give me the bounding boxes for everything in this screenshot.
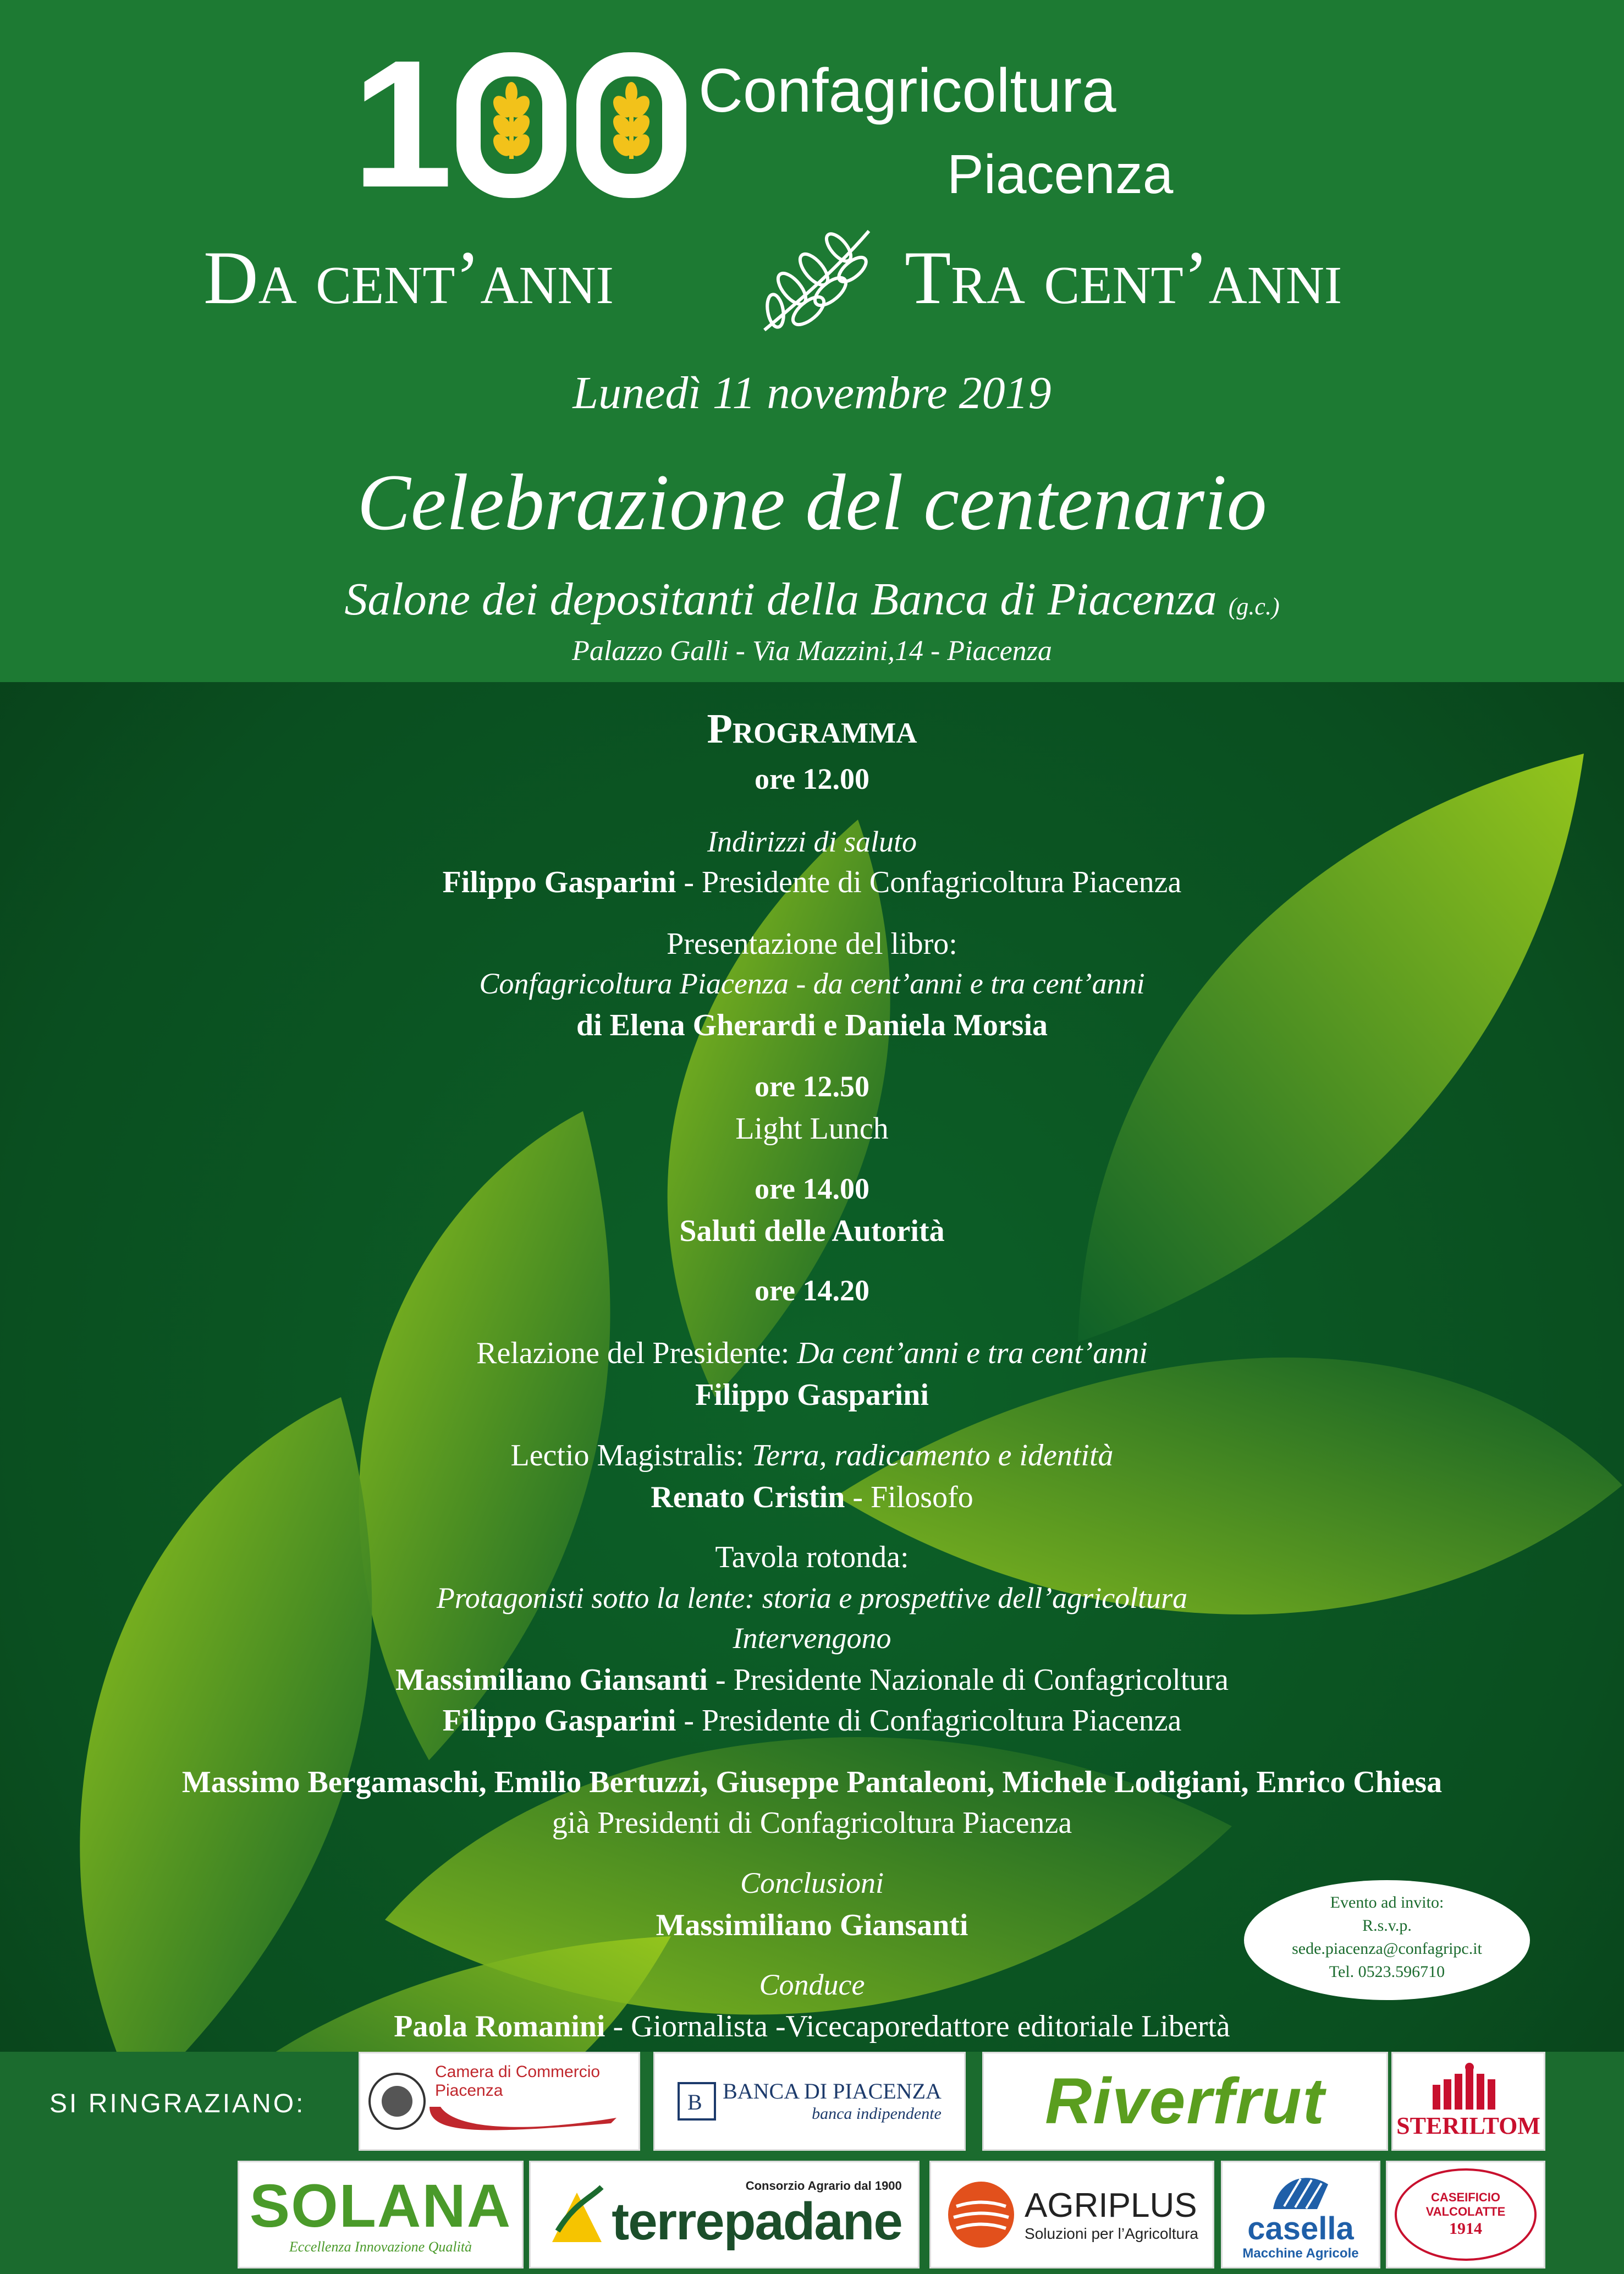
caseificio-year: 1914 (1449, 2220, 1482, 2238)
lectio-speaker (0, 1479, 1624, 1516)
report-label: Relazione del Presidente: (476, 1336, 797, 1370)
host-line (0, 2008, 1624, 2045)
report-name: Filippo Gasparini (695, 1378, 929, 1412)
logo-zero-left (456, 52, 566, 198)
lectio-label: Lectio Magistralis: (510, 1438, 752, 1473)
event-title: Celebrazione del centenario (357, 458, 1267, 547)
event-date: Lunedì 11 novembre 2019 (572, 367, 1052, 419)
camera-line2: Piacenza (435, 2081, 503, 2100)
casella-tagline: Macchine Agricole (1242, 2246, 1359, 2261)
logo-camera-commercio (359, 2052, 640, 2151)
logo-agriplus (929, 2161, 1214, 2268)
sponsors-label: SI RINGRAZIANO: (49, 2089, 306, 2118)
conclusion-name: Massimiliano Giansanti (656, 1908, 968, 1942)
round-title: Protagonisti sotto la lente: storia e prospettive dell’agricoltura (436, 1581, 1188, 1614)
speaker-role: - Filosofo (845, 1480, 973, 1514)
greetings-label: Indirizzi di saluto (707, 825, 917, 858)
wheat-icon (601, 76, 662, 174)
host-label: Conduce (759, 1968, 865, 2001)
speakers-label: Intervengono (733, 1622, 891, 1655)
agriplus-tagline: Soluzioni per l’Agricoltura (1025, 2225, 1198, 2242)
riverfrut-wordmark: Riverfrut (1045, 2065, 1325, 2138)
event-venue (0, 572, 1624, 634)
banca-tagline: banca indipendente (812, 2105, 942, 2123)
logo-number-one: 1 (352, 22, 448, 225)
host-role: - Giornalista -Vicecaporedattore editoriale Libertà (605, 2009, 1230, 2044)
solana-wordmark: SOLANA (249, 2172, 512, 2240)
svg-text:B: B (687, 2090, 702, 2114)
laurel-icon (753, 220, 880, 336)
time-1400: ore 14.00 (755, 1172, 869, 1205)
book-authors: di Elena Gherardi e Daniela Morsia (576, 1008, 1048, 1042)
host-name: Paola Romanini (394, 2009, 605, 2044)
time-1420: ore 14.20 (755, 1274, 869, 1307)
caseificio-name: CASEIFICIO VALCOLATTE (1425, 2190, 1506, 2218)
swoosh-icon (424, 2101, 622, 2140)
past-presidents: Massimo Bergamaschi, Emilio Bertuzzi, Giuseppe Pantaleoni, Michele Lodigiani, Enrico Chiesa (181, 1765, 1443, 1799)
bank-emblem-icon (678, 2082, 716, 2121)
wheat-icon (481, 76, 542, 174)
round-label: Tavola rotonda: (715, 1540, 909, 1574)
speaker-role: - Presidente di Confagricoltura Piacenza (676, 1704, 1182, 1738)
lectio-title: Terra, radicamento e identità (752, 1438, 1114, 1473)
invite-email[interactable]: sede.piacenza@confagripc.it (1292, 1940, 1482, 1958)
book-label: Presentazione del libro: (667, 927, 957, 961)
agriplus-mark-icon (945, 2179, 1017, 2250)
terre-name: terrepadane (612, 2192, 902, 2251)
logo-terrepadane (529, 2161, 920, 2268)
logo-solana (238, 2161, 524, 2268)
speaker-1 (0, 1661, 1624, 1699)
venue-note: (g.c.) (1228, 593, 1280, 620)
event-address: Palazzo Galli - Via Mazzini,14 - Piacenza (572, 635, 1052, 667)
report-title: Da cent’anni e tra cent’anni (797, 1336, 1148, 1370)
invite-badge (1244, 1880, 1530, 2000)
logo-zero-right (576, 52, 686, 198)
authorities: Saluti delle Autorità (679, 1214, 945, 1248)
motto-right: Tra cent’anni (905, 235, 1342, 320)
speaker-name: Filippo Gasparini (442, 865, 676, 899)
speaker-name: Massimiliano Giansanti (395, 1663, 708, 1697)
org-city: Piacenza (947, 144, 1174, 205)
steriltom-name: STERILTOM (1396, 2112, 1540, 2139)
solana-tagline: Eccellenza Innovazione Qualità (289, 2239, 472, 2255)
logo-caseificio-valcolatte (1386, 2161, 1545, 2268)
org-name: Confagricoltura (698, 56, 1116, 125)
time-1250: ore 12.50 (755, 1070, 869, 1103)
venue-name: Salone dei depositanti della Banca di Piacenza (344, 574, 1217, 625)
motto-left: Da cent’anni (203, 235, 614, 320)
camera-line1: Camera di Commercio (435, 2063, 601, 2081)
casella-name: casella (1247, 2211, 1354, 2246)
lectio-line (0, 1437, 1624, 1474)
invite-line2: R.s.v.p. (1362, 1916, 1412, 1935)
steriltom-mark-icon (1427, 2063, 1510, 2112)
terre-top: Consorzio Agrario dal 1900 (745, 2179, 902, 2193)
seal-icon (367, 2071, 427, 2132)
speaker-name: Renato Cristin (651, 1480, 845, 1514)
report-line (0, 1334, 1624, 1372)
speaker-2 (0, 1702, 1624, 1739)
conclusion-label: Conclusioni (740, 1866, 884, 1899)
logo-riverfrut (982, 2052, 1388, 2151)
logo-casella (1221, 2161, 1380, 2268)
greetings-line (0, 864, 1624, 901)
time-1200: ore 12.00 (755, 762, 869, 795)
speaker-role: - Presidente di Confagricoltura Piacenza (676, 865, 1182, 899)
logo-steriltom (1391, 2052, 1545, 2151)
casella-mark-icon (1268, 2168, 1334, 2212)
terrepadane-mark-icon (547, 2182, 607, 2248)
lunch: Light Lunch (735, 1112, 889, 1146)
logo-banca-piacenza (653, 2052, 966, 2151)
speaker-role: - Presidente Nazionale di Confagricoltura (707, 1663, 1229, 1697)
past-presidents-role: già Presidenti di Confagricoltura Piacenza (552, 1806, 1072, 1840)
speaker-name: Filippo Gasparini (442, 1704, 676, 1738)
program-heading: Programma (707, 706, 917, 752)
leaf-center-top (668, 820, 890, 1397)
banca-name: BANCA DI PIACENZA (723, 2079, 942, 2103)
book-title: Confagricoltura Piacenza - da cent’anni e tra cent’anni (479, 967, 1145, 1000)
agriplus-name: AGRIPLUS (1025, 2187, 1197, 2224)
invite-line1: Evento ad invito: (1330, 1893, 1444, 1912)
invite-phone[interactable]: Tel. 0523.596710 (1329, 1963, 1445, 1981)
